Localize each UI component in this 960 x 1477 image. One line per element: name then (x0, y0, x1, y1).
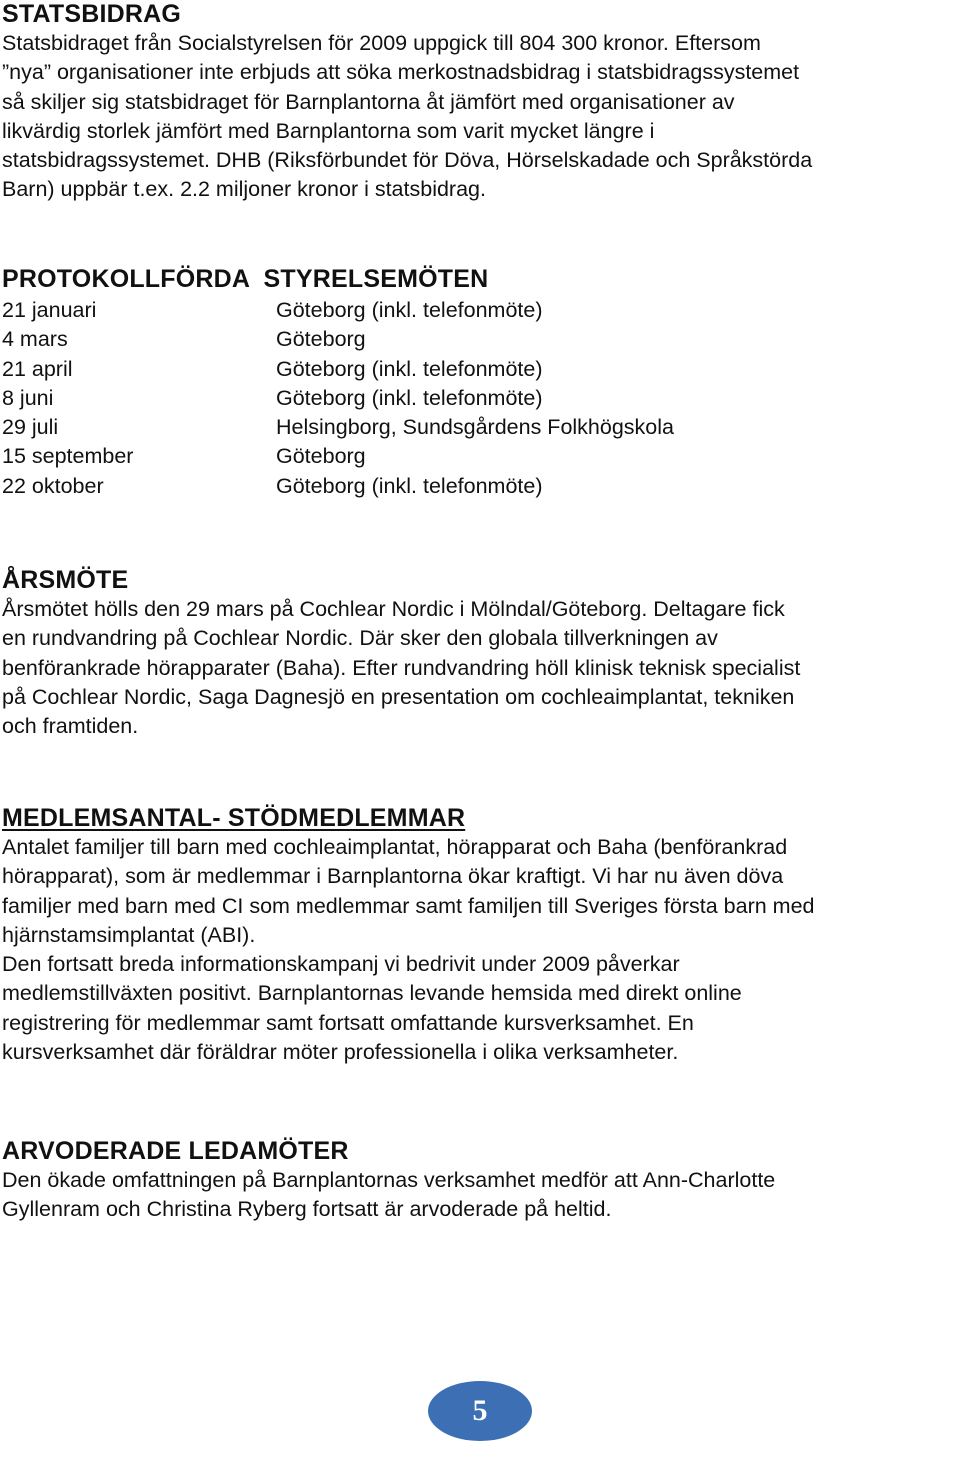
meeting-row (2, 325, 960, 354)
meeting-place: Göteborg (inkl. telefonmöte) (276, 473, 543, 498)
meeting-row (2, 413, 960, 442)
meeting-place: Göteborg (276, 327, 366, 352)
meeting-date: 21 januari (2, 298, 97, 322)
meeting-date: 8 juni (2, 385, 54, 410)
meeting-row (2, 442, 960, 471)
meeting-row (2, 296, 960, 325)
meeting-place: Helsingborg, Sundsgårdens Folkhögskola (276, 415, 674, 440)
meeting-date: 15 september (2, 444, 134, 469)
paragraph-statsbidrag: Statsbidraget från Socialstyrelsen för 2009 uppgick till 804 300 kronor. Eftersom ”nya” organisationer inte erbjuds att söka merkostnadsbidrag i statsbidragssystemet så skiljer sig statsbidraget för Barnplantorna åt jämfört med organisationer av likvärdig storlek jämfört med Barnplantorna som varit mycket längre i statsbidragssystemet. DHB (Riksförbundet för Döva, Hörselskadade och Språkstörda Barn) uppbär t.ex. 2.2 miljoner kronor i statsbidrag. (2, 31, 813, 202)
meeting-date: 22 oktober (2, 473, 104, 498)
paragraph-arsmote: Årsmötet hölls den 29 mars på Cochlear Nordic i Mölndal/Göteborg. Deltagare fick en rundvandring på Cochlear Nordic. Där sker den globala tillverkningen av benförankrade hörapparater (Baha). Efter rundvandring höll klinisk teknisk specialist på Cochlear Nordic, Saga Dagnesjö en presentation om cochleaimplantat, tekniken och framtiden. (2, 597, 801, 739)
section-arvoderade (2, 1137, 960, 1225)
meeting-date: 29 juli (2, 415, 59, 440)
section-medlemsantal (2, 804, 960, 1067)
heading-arsmote: ÅRSMÖTE (2, 566, 129, 594)
paragraph-medlemsantal: Antalet familjer till barn med cochleaimplantat, hörapparat och Baha (benförankrad hörapparat), som är medlemmar i Barnplantorna ökar kraftigt. Vi har nu även döva familjer med barn med CI som medlemmar samt familjen till Sveriges första barn med hjärnstamsimplantat (ABI). Den fortsatt breda informationskampanj vi bedrivit under 2009 påverkar medlemstillväxten positivt. Barnplantornas levande hemsida med direkt online registrering för medlemmar samt fortsatt omfattande kursverksamhet. En kursverksamhet där föräldrar möter professionella i olika verksamheter. (2, 835, 815, 1065)
meeting-place: Göteborg (inkl. telefonmöte) (276, 298, 543, 322)
heading-arvoderade: ARVODERADE LEDAMÖTER (2, 1137, 349, 1165)
meeting-row (2, 472, 960, 501)
meeting-place: Göteborg (inkl. telefonmöte) (276, 356, 543, 381)
meeting-row (2, 355, 960, 384)
meeting-place: Göteborg (276, 444, 366, 469)
meeting-row (2, 384, 960, 413)
section-statsbidrag (2, 0, 960, 205)
meeting-place: Göteborg (inkl. telefonmöte) (276, 385, 543, 410)
meeting-date: 4 mars (2, 327, 68, 352)
heading-medlemsantal: MEDLEMSANTAL- STÖDMEDLEMMAR (2, 804, 466, 832)
section-protokoll (2, 265, 960, 501)
page-number-badge (428, 1381, 532, 1441)
heading-protokoll: PROTOKOLLFÖRDA STYRELSEMÖTEN (2, 265, 489, 293)
meeting-date: 21 april (2, 356, 73, 381)
meeting-list (2, 296, 960, 501)
heading-statsbidrag: STATSBIDRAG (2, 0, 182, 28)
paragraph-arvoderade: Den ökade omfattningen på Barnplantornas verksamhet medför att Ann-Charlotte Gyllenram och Christina Ryberg fortsatt är arvoderade på heltid. (2, 1168, 776, 1222)
section-arsmote (2, 566, 960, 741)
page-number: 5 (472, 1394, 488, 1427)
